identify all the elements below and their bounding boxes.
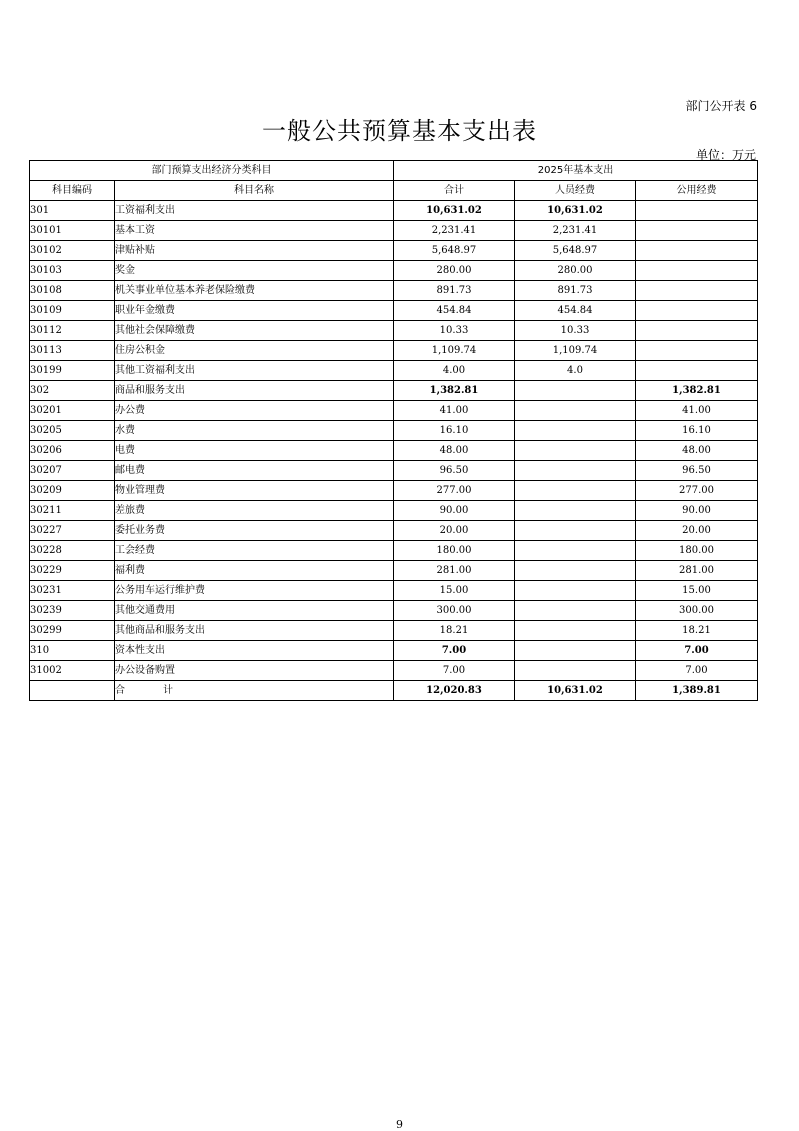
row-public <box>636 201 758 221</box>
row-code: 30205 <box>30 421 115 441</box>
table-row <box>30 421 758 441</box>
row-personnel: 5,648.97 <box>515 241 636 261</box>
row-personnel <box>515 621 636 641</box>
row-code: 30227 <box>30 521 115 541</box>
row-public: 48.00 <box>636 441 758 461</box>
table-row <box>30 521 758 541</box>
row-name: 办公设备购置 <box>115 661 394 681</box>
row-total: 5,648.97 <box>394 241 515 261</box>
row-code: 30109 <box>30 301 115 321</box>
row-code: 30103 <box>30 261 115 281</box>
row-name: 办公费 <box>115 401 394 421</box>
row-name: 津贴补贴 <box>115 241 394 261</box>
page-number: 9 <box>396 1118 403 1131</box>
table-row <box>30 261 758 281</box>
row-total: 891.73 <box>394 281 515 301</box>
row-name: 其他工资福利支出 <box>115 361 394 381</box>
table-row <box>30 241 758 261</box>
row-code: 301 <box>30 201 115 221</box>
row-personnel <box>515 661 636 681</box>
row-personnel: 1,109.74 <box>515 341 636 361</box>
group-header-left: 部门预算支出经济分类科目 <box>30 161 394 181</box>
row-code: 30113 <box>30 341 115 361</box>
row-code: 302 <box>30 381 115 401</box>
row-name: 邮电费 <box>115 461 394 481</box>
row-public: 7.00 <box>636 641 758 661</box>
table-row <box>30 621 758 641</box>
form-number-tag: 部门公开表 6 <box>685 99 757 113</box>
row-public: 15.00 <box>636 581 758 601</box>
row-code: 30239 <box>30 601 115 621</box>
row-public <box>636 361 758 381</box>
row-name: 委托业务费 <box>115 521 394 541</box>
row-total: 277.00 <box>394 481 515 501</box>
row-code: 30228 <box>30 541 115 561</box>
table-row <box>30 561 758 581</box>
table-row <box>30 461 758 481</box>
row-name: 工会经费 <box>115 541 394 561</box>
column-header-code: 科目编码 <box>30 181 115 201</box>
row-code: 31002 <box>30 661 115 681</box>
row-total: 96.50 <box>394 461 515 481</box>
column-header-personnel: 人员经费 <box>515 181 636 201</box>
budget-table <box>29 160 758 701</box>
row-code: 30108 <box>30 281 115 301</box>
table-column-header <box>30 181 758 201</box>
row-name: 基本工资 <box>115 221 394 241</box>
row-total: 20.00 <box>394 521 515 541</box>
table-row <box>30 381 758 401</box>
row-name: 其他交通费用 <box>115 601 394 621</box>
row-total: 1,109.74 <box>394 341 515 361</box>
row-code: 30112 <box>30 321 115 341</box>
table-row <box>30 341 758 361</box>
row-personnel: 280.00 <box>515 261 636 281</box>
row-personnel <box>515 641 636 661</box>
row-public: 96.50 <box>636 461 758 481</box>
row-personnel: 10.33 <box>515 321 636 341</box>
row-name: 水费 <box>115 421 394 441</box>
row-total: 1,382.81 <box>394 381 515 401</box>
row-name: 福利费 <box>115 561 394 581</box>
table-row <box>30 401 758 421</box>
row-name: 奖金 <box>115 261 394 281</box>
row-total: 2,231.41 <box>394 221 515 241</box>
row-code: 30101 <box>30 221 115 241</box>
row-code: 310 <box>30 641 115 661</box>
row-total: 90.00 <box>394 501 515 521</box>
row-public: 90.00 <box>636 501 758 521</box>
column-header-name: 科目名称 <box>115 181 394 201</box>
row-name: 公务用车运行维护费 <box>115 581 394 601</box>
total-label: 合 计 <box>115 681 394 701</box>
row-total: 7.00 <box>394 661 515 681</box>
row-personnel <box>515 381 636 401</box>
row-personnel <box>515 581 636 601</box>
table-row <box>30 641 758 661</box>
row-personnel <box>515 601 636 621</box>
table-row <box>30 221 758 241</box>
row-personnel <box>515 481 636 501</box>
row-total: 48.00 <box>394 441 515 461</box>
row-public: 20.00 <box>636 521 758 541</box>
row-personnel: 4.0 <box>515 361 636 381</box>
row-code: 30207 <box>30 461 115 481</box>
row-name: 电费 <box>115 441 394 461</box>
table-row <box>30 501 758 521</box>
row-name: 机关事业单位基本养老保险缴费 <box>115 281 394 301</box>
row-code: 30201 <box>30 401 115 421</box>
table-row <box>30 361 758 381</box>
table-row <box>30 541 758 561</box>
unit-label: 单位：万元 <box>695 148 756 162</box>
row-public <box>636 221 758 241</box>
table-row <box>30 321 758 341</box>
row-public: 180.00 <box>636 541 758 561</box>
row-public <box>636 261 758 281</box>
row-public <box>636 301 758 321</box>
table-row <box>30 201 758 221</box>
row-public <box>636 241 758 261</box>
row-total: 10.33 <box>394 321 515 341</box>
row-total: 16.10 <box>394 421 515 441</box>
row-code: 30209 <box>30 481 115 501</box>
row-name: 工资福利支出 <box>115 201 394 221</box>
row-personnel: 454.84 <box>515 301 636 321</box>
page-title: 一般公共预算基本支出表 <box>262 117 537 145</box>
row-public: 18.21 <box>636 621 758 641</box>
row-total: 281.00 <box>394 561 515 581</box>
total-public: 1,389.81 <box>636 681 758 701</box>
row-total: 4.00 <box>394 361 515 381</box>
row-public: 7.00 <box>636 661 758 681</box>
row-name: 商品和服务支出 <box>115 381 394 401</box>
table-row <box>30 601 758 621</box>
row-total: 10,631.02 <box>394 201 515 221</box>
row-code: 30199 <box>30 361 115 381</box>
column-header-total: 合计 <box>394 181 515 201</box>
row-public: 16.10 <box>636 421 758 441</box>
row-name: 住房公积金 <box>115 341 394 361</box>
row-total: 454.84 <box>394 301 515 321</box>
row-name: 其他商品和服务支出 <box>115 621 394 641</box>
total-sum: 12,020.83 <box>394 681 515 701</box>
row-code: 30206 <box>30 441 115 461</box>
row-personnel: 10,631.02 <box>515 201 636 221</box>
row-public: 300.00 <box>636 601 758 621</box>
table-row <box>30 481 758 501</box>
row-name: 其他社会保障缴费 <box>115 321 394 341</box>
row-public: 41.00 <box>636 401 758 421</box>
row-personnel <box>515 461 636 481</box>
row-name: 物业管理费 <box>115 481 394 501</box>
row-code: 30102 <box>30 241 115 261</box>
row-personnel: 891.73 <box>515 281 636 301</box>
total-personnel: 10,631.02 <box>515 681 636 701</box>
row-total: 18.21 <box>394 621 515 641</box>
table-row <box>30 301 758 321</box>
total-code-blank <box>30 681 115 701</box>
row-public: 277.00 <box>636 481 758 501</box>
row-personnel <box>515 561 636 581</box>
table-row <box>30 441 758 461</box>
row-name: 资本性支出 <box>115 641 394 661</box>
row-total: 15.00 <box>394 581 515 601</box>
table-group-header <box>30 161 758 181</box>
row-personnel <box>515 401 636 421</box>
row-public <box>636 341 758 361</box>
table-row <box>30 281 758 301</box>
column-header-public: 公用经费 <box>636 181 758 201</box>
table-row <box>30 661 758 681</box>
row-name: 职业年金缴费 <box>115 301 394 321</box>
row-personnel <box>515 501 636 521</box>
row-personnel <box>515 441 636 461</box>
row-code: 30229 <box>30 561 115 581</box>
group-header-right: 2025年基本支出 <box>394 161 758 181</box>
row-public <box>636 281 758 301</box>
row-code: 30211 <box>30 501 115 521</box>
row-code: 30299 <box>30 621 115 641</box>
row-personnel <box>515 421 636 441</box>
row-total: 41.00 <box>394 401 515 421</box>
row-personnel <box>515 521 636 541</box>
table-row <box>30 581 758 601</box>
row-personnel: 2,231.41 <box>515 221 636 241</box>
row-public <box>636 321 758 341</box>
row-total: 300.00 <box>394 601 515 621</box>
row-personnel <box>515 541 636 561</box>
row-total: 7.00 <box>394 641 515 661</box>
row-public: 281.00 <box>636 561 758 581</box>
row-total: 180.00 <box>394 541 515 561</box>
total-row <box>30 681 758 701</box>
row-public: 1,382.81 <box>636 381 758 401</box>
row-total: 280.00 <box>394 261 515 281</box>
row-name: 差旅费 <box>115 501 394 521</box>
row-code: 30231 <box>30 581 115 601</box>
